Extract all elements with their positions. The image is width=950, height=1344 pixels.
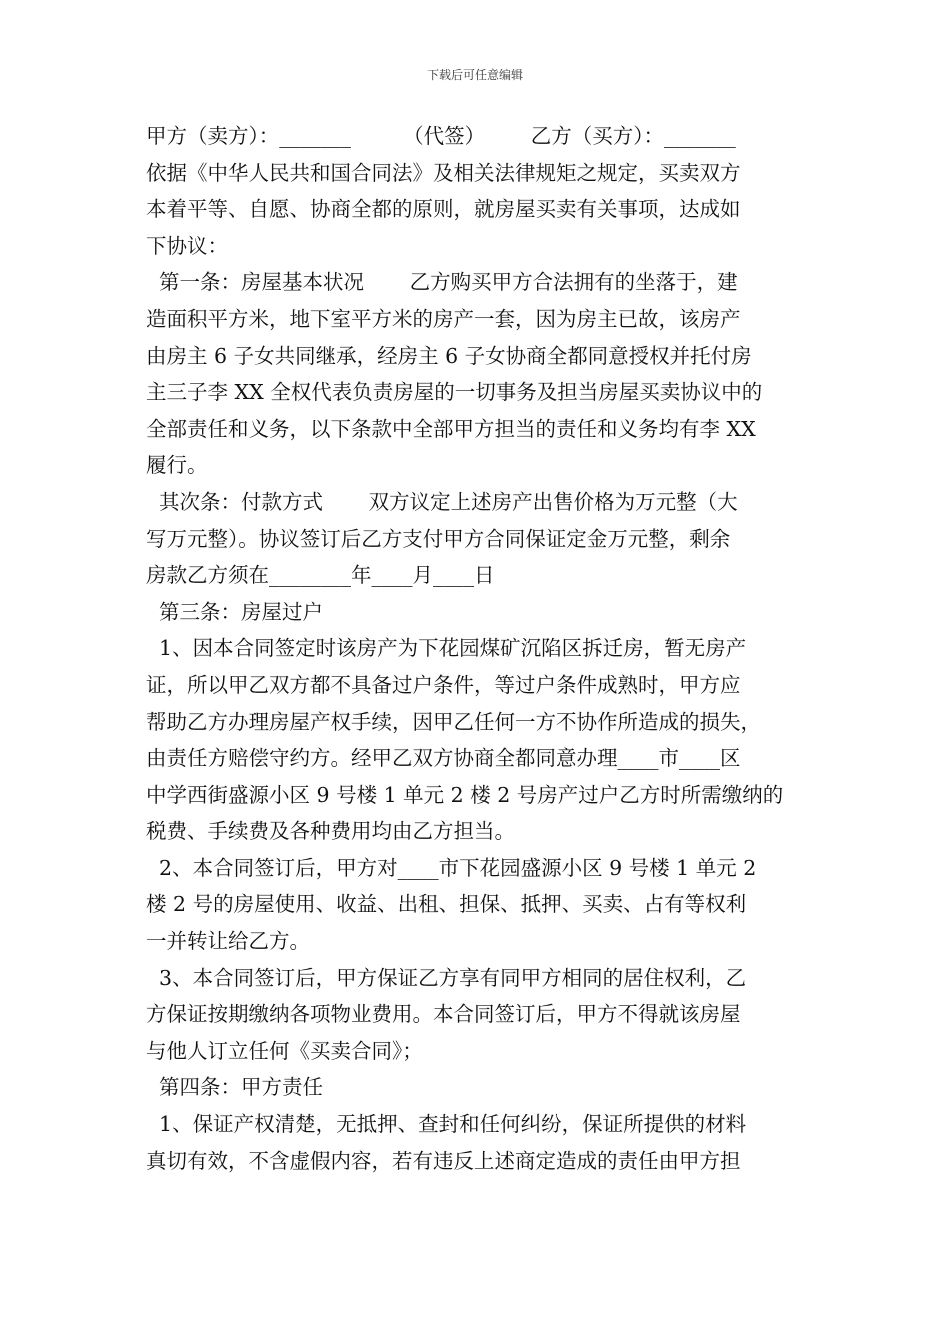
text-line: 甲方（卖方）：_______ （代签） 乙方（买方）：_______: [146, 124, 736, 148]
text-line: 一并转让给乙方。: [146, 929, 310, 954]
text-line: 本着平等、自愿、协商全都的原则，就房屋买卖有关事项，达成如: [146, 197, 741, 222]
text-line: 由责任方赔偿守约方。经甲乙双方协商全都同意办理____市____区: [146, 746, 741, 771]
text-line: 造面积平方米，地下室平方米的房产一套，因为房主已故，该房产: [146, 306, 741, 331]
text-line: 依据《中华人民共和国合同法》及相关法律规矩之规定，买卖双方: [146, 160, 741, 185]
text-line: 其次条：付款方式 双方议定上述房产出售价格为万元整（大: [146, 489, 738, 514]
text-line: 中学西街盛源小区 9 号楼 1 单元 2 楼 2 号房产过户乙方时所需缴纳的: [146, 782, 784, 807]
text-line: 房款乙方须在________年____月____日: [146, 563, 495, 588]
text-line: 下协议：: [146, 233, 228, 258]
text-line: 帮助乙方办理房屋产权手续，因甲乙任何一方不协作所造成的损失，: [146, 709, 761, 734]
text-line: 1、因本合同签定时该房产为下花园煤矿沉陷区拆迁房，暂无房产: [146, 636, 747, 661]
text-line: 2、本合同签订后，甲方对____市下花园盛源小区 9 号楼 1 单元 2: [146, 855, 757, 880]
text-line: 3、本合同签订后，甲方保证乙方享有同甲方相同的居住权利，乙: [146, 965, 747, 990]
text-line: 楼 2 号的房屋使用、收益、出租、担保、抵押、买卖、占有等权利: [146, 892, 747, 917]
text-line: 证，所以甲乙双方都不具备过户条件，等过户条件成熟时，甲方应: [146, 672, 741, 697]
contract-body: [146, 118, 826, 1179]
text-line: 由房主 6 子女共同继承，经房主 6 子女协商全都同意授权并托付房: [146, 343, 752, 368]
text-line: 履行。: [146, 453, 208, 478]
text-line: 1、保证产权清楚，无抵押、查封和任何纠纷，保证所提供的材料: [146, 1112, 747, 1137]
text-line: 税费、手续费及各种费用均由乙方担当。: [146, 819, 515, 844]
text-line: 第四条：甲方责任: [146, 1075, 324, 1100]
text-line: 真切有效，不含虚假内容，若有违反上述商定造成的责任由甲方担: [146, 1148, 741, 1173]
text-line: 写万元整）。协议签订后乙方支付甲方合同保证定金万元整，剩余: [146, 526, 731, 551]
text-line: 第一条：房屋基本状况 乙方购买甲方合法拥有的坐落于，建: [146, 270, 738, 295]
text-line: 主三子李 XX 全权代表负责房屋的一切事务及担当房屋买卖协议中的: [146, 380, 763, 405]
text-line: 方保证按期缴纳各项物业费用。本合同签订后，甲方不得就该房屋: [146, 1002, 741, 1027]
text-line: 第三条：房屋过户: [146, 599, 324, 624]
text-line: 全部责任和义务，以下条款中全部甲方担当的责任和义务均有李 XX: [146, 416, 756, 441]
page-header: 下载后可任意编辑: [426, 68, 523, 82]
text-line: 与他人订立任何《买卖合同》；: [146, 1038, 423, 1063]
